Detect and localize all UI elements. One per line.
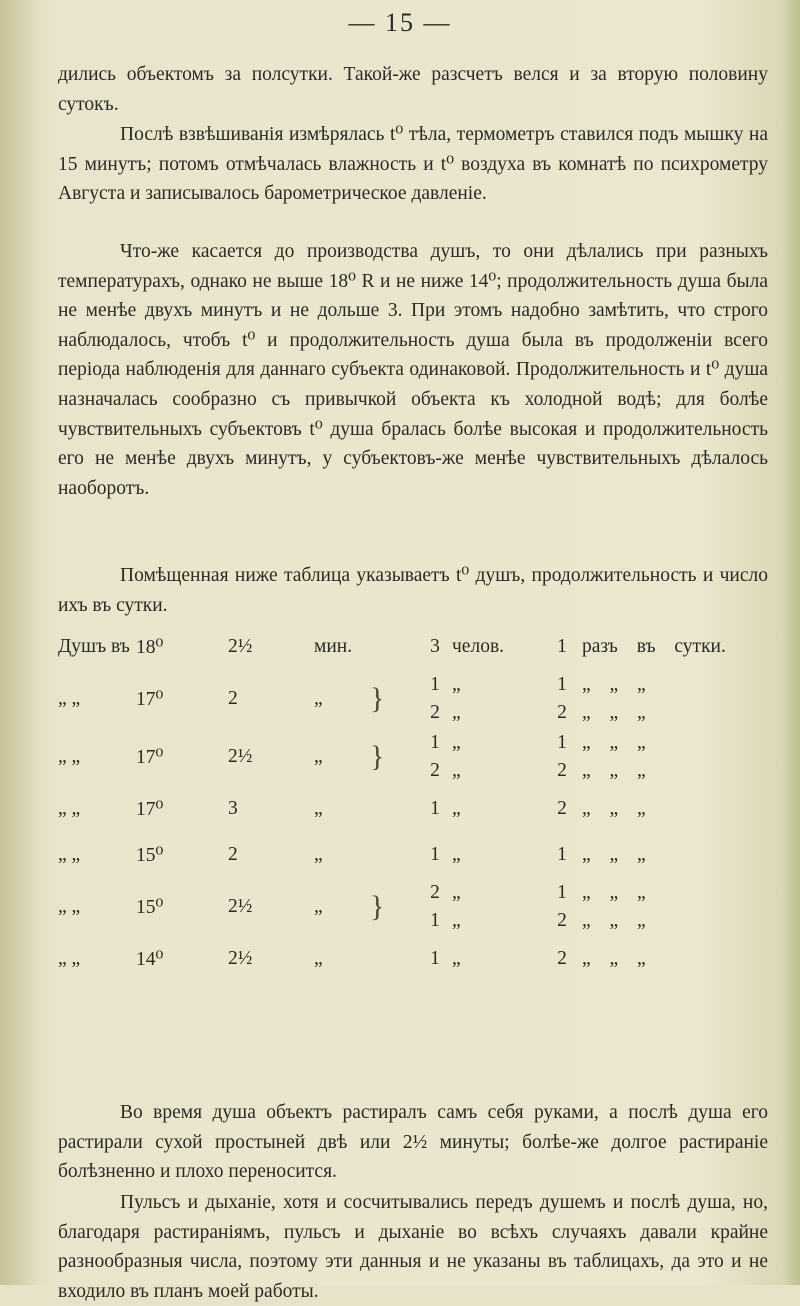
temperature-cell: 18⁰ [136, 637, 164, 658]
persons-count-cell-value: 1 [430, 948, 440, 969]
duration-unit-cell: „ [314, 896, 323, 917]
brace-mark [370, 832, 418, 878]
persons-count-cell-value: 1 [430, 910, 440, 931]
duration-unit-cell: „ [314, 948, 323, 969]
persons-unit-cell [452, 624, 542, 670]
duration-cell: 2½ [228, 948, 253, 969]
duration-cell: 2½ [228, 896, 253, 917]
persons-count-cell [418, 832, 452, 878]
persons-unit-cell-value: „ [452, 882, 461, 903]
table-row [58, 878, 758, 936]
times-count-cell [542, 878, 582, 936]
persons-unit-cell-value: „ [452, 910, 461, 931]
paragraph-6 [58, 1188, 768, 1306]
duration-unit-cell: „ [314, 688, 323, 709]
times-count-cell-value: 2 [557, 760, 567, 781]
times-unit-cell [582, 786, 758, 832]
times-unit-cell [582, 624, 758, 670]
shower-table-body [58, 624, 758, 982]
persons-count-cell [418, 670, 452, 728]
times-count-cell [542, 728, 582, 786]
persons-unit-cell [452, 878, 542, 936]
table-row [58, 624, 758, 670]
persons-unit-cell [452, 936, 542, 982]
times-unit-cell-value: „ „ „ [582, 948, 646, 969]
duration-cell: 2½ [228, 636, 253, 657]
persons-unit-cell [452, 832, 542, 878]
paragraph-5 [58, 1098, 768, 1187]
times-count-cell-value: 1 [557, 732, 567, 753]
persons-count-cell [418, 878, 452, 936]
times-count-cell-value: 2 [557, 948, 567, 969]
table-row [58, 936, 758, 982]
duration-unit-cell: „ [314, 844, 323, 865]
row-prefix: „ „ [58, 746, 81, 767]
times-count-cell-value: 1 [557, 636, 567, 657]
times-unit-cell-value: „ „ „ [582, 798, 646, 819]
page-edge-right [782, 0, 800, 1285]
times-count-cell [542, 624, 582, 670]
times-count-cell-value: 1 [557, 844, 567, 865]
times-count-cell-value: 2 [557, 702, 567, 723]
row-prefix: Душъ въ [58, 636, 130, 657]
temperature-cell: 15⁰ [136, 897, 164, 918]
persons-count-cell-value: 2 [430, 702, 440, 723]
temperature-cell: 17⁰ [136, 799, 164, 820]
brace-mark [370, 786, 418, 832]
times-unit-cell [582, 832, 758, 878]
paragraph-4 [58, 561, 768, 620]
persons-unit-cell [452, 728, 542, 786]
times-count-cell-value: 1 [557, 882, 567, 903]
duration-unit-cell: „ [314, 746, 323, 767]
paragraph-3 [58, 237, 768, 503]
persons-unit-cell [452, 670, 542, 728]
persons-unit-cell-value: „ [452, 732, 461, 753]
brace-mark [370, 936, 418, 982]
brace-mark [370, 624, 418, 670]
times-unit-cell-value: „ „ „ [582, 844, 646, 865]
temperature-cell: 17⁰ [136, 689, 164, 710]
paragraph-4-text: Помѣщенная ниже таблица указываетъ t⁰ душъ, продолжительность и число ихъ въ сутки. [58, 565, 768, 616]
persons-count-cell [418, 728, 452, 786]
persons-count-cell-value: 1 [430, 798, 440, 819]
times-unit-cell [582, 936, 758, 982]
shower-table [58, 624, 758, 982]
persons-unit-cell [452, 786, 542, 832]
paragraph-2 [58, 120, 768, 209]
times-unit-cell [582, 878, 758, 936]
duration-cell: 2 [228, 844, 238, 865]
persons-unit-cell-value: „ [452, 760, 461, 781]
times-count-cell [542, 832, 582, 878]
brace-mark: } [370, 740, 385, 773]
row-prefix: „ „ [58, 948, 81, 969]
times-unit-cell [582, 728, 758, 786]
row-prefix: „ „ [58, 798, 81, 819]
persons-unit-cell-value: „ [452, 798, 461, 819]
temperature-cell: 17⁰ [136, 747, 164, 768]
row-prefix: „ „ [58, 844, 81, 865]
times-count-cell-value: 2 [557, 910, 567, 931]
times-count-cell-value: 2 [557, 798, 567, 819]
persons-count-cell-value: 2 [430, 760, 440, 781]
persons-count-cell [418, 786, 452, 832]
times-unit-cell-value: „ „ „ [582, 882, 646, 903]
paragraph-3-text: Что-же касается до производства душъ, то они дѣлались при разныхъ температурахъ, однако не выше 18⁰ R и не ниже 14⁰; продолжительность душа была не менѣе двухъ минутъ и не дольше 3. При этомъ надобно замѣтить, что строго наблюдалось, чтобъ t⁰ и продолжительность душа была въ продолженіи всего періода наблюденія для даннаго субъекта одинаковой. Продолжительность и t⁰ душа назначалась сообразно съ привычкой объекта къ холодной водѣ; для болѣе чувствительныхъ субъектовъ t⁰ душа бралась болѣе высокая и продолжительность его не менѣе двухъ минутъ, у субъектовъ-же менѣе чувствительныхъ дѣлалось наоборотъ. [58, 241, 768, 499]
persons-count-cell-value: 1 [430, 674, 440, 695]
persons-count-cell [418, 936, 452, 982]
duration-unit-cell: мин. [314, 636, 353, 657]
persons-count-cell-value: 1 [430, 732, 440, 753]
paragraph-1: дились объектомъ за полсутки. Такой-же разсчетъ велся и за вторую половину сутокъ. [58, 64, 768, 115]
paragraph-5-text: Во время душа объектъ растиралъ самъ себя руками, а послѣ душа его растирали сухой простыней двѣ или 2½ минуты; болѣе-же долгое растираніе болѣзненно и плохо переносится. [58, 1102, 768, 1183]
persons-count-cell-value: 2 [430, 882, 440, 903]
times-count-cell [542, 936, 582, 982]
times-unit-cell-value: „ „ „ [582, 702, 646, 723]
page-edge-left [0, 0, 40, 1285]
paragraph-6-text: Пульсъ и дыханіе, хотя и сосчитывались передъ душемъ и послѣ душа, но, благодаря растираніямъ, пульсъ и дыханіе во всѣхъ случаяхъ давали крайне разнообразныя числа, поэтому эти данныя и не указаны въ таблицахъ, да это и не входило въ планъ моей работы. [58, 1192, 768, 1302]
row-prefix: „ „ [58, 896, 81, 917]
persons-unit-cell-value: „ [452, 674, 461, 695]
paragraph-2-text: Послѣ взвѣшиванія измѣрялась t⁰ тѣла, термометръ ставился подъ мышку на 15 минутъ; потомъ отмѣчалась влажность и t⁰ воздуха въ комнатѣ по психрометру Августа и записывалось барометрическое давленіе. [58, 124, 768, 205]
times-count-cell [542, 786, 582, 832]
duration-cell: 2½ [228, 746, 253, 767]
table-row [58, 728, 758, 786]
row-prefix: „ „ [58, 688, 81, 709]
brace-mark: } [370, 682, 385, 715]
times-unit-cell-value: „ „ „ [582, 760, 646, 781]
times-unit-cell [582, 670, 758, 728]
times-unit-cell-value: „ „ „ [582, 674, 646, 695]
times-unit-cell-value: разъ въ сутки. [582, 636, 726, 657]
page-number: — 15 — [348, 8, 452, 37]
table-row [58, 832, 758, 878]
duration-cell: 2 [228, 688, 238, 709]
persons-unit-cell-value: „ [452, 702, 461, 723]
persons-unit-cell-value: „ [452, 844, 461, 865]
duration-unit-cell: „ [314, 798, 323, 819]
times-count-cell [542, 670, 582, 728]
temperature-cell: 14⁰ [136, 949, 164, 970]
persons-count-cell [418, 624, 452, 670]
table-row [58, 670, 758, 728]
persons-unit-cell-value: челов. [452, 636, 505, 657]
times-count-cell-value: 1 [557, 674, 567, 695]
duration-cell: 3 [228, 798, 238, 819]
persons-count-cell-value: 1 [430, 844, 440, 865]
times-unit-cell-value: „ „ „ [582, 910, 646, 931]
persons-unit-cell-value: „ [452, 948, 461, 969]
brace-mark: } [370, 890, 385, 923]
times-unit-cell-value: „ „ „ [582, 732, 646, 753]
temperature-cell: 15⁰ [136, 845, 164, 866]
persons-count-cell-value: 3 [430, 636, 440, 657]
table-row [58, 786, 758, 832]
